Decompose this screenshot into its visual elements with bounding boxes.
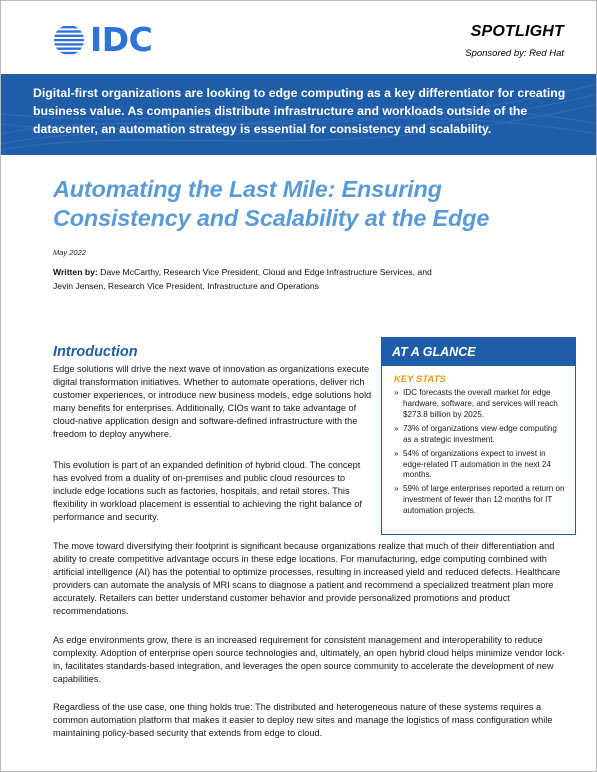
key-stat-item — [394, 484, 567, 517]
globe-icon — [53, 24, 85, 56]
logo-wordmark: IDC — [90, 20, 153, 59]
key-stat-item — [394, 449, 567, 482]
at-a-glance-box — [381, 337, 576, 535]
spotlight-label — [465, 23, 564, 59]
intro-paragraph-1: Edge solutions will drive the next wave of innovation as organizations execute digital transformation initiatives. Whether to automate operations, deliver rich customer experiences, or introduce new business models, edge solutions hold many benefits for enterprises. Additionally, CIOs want to take advantage of cloud-native application design and software-defined infrastructure with the freedom to deploy anywhere. — [53, 364, 372, 440]
key-stats-heading: KEY STATS — [394, 374, 446, 385]
title-line-1: Automating the Last Mile: Ensuring — [53, 176, 442, 202]
bullet-icon: » — [394, 484, 399, 494]
key-stat-text: 54% of organizations expect to invest in edge-related IT automation in the next 24 months. — [403, 448, 551, 480]
spotlight-title: SPOTLIGHT — [470, 23, 564, 40]
idc-logo — [53, 20, 153, 59]
intro-paragraph-2: This evolution is part of an expanded definition of hybrid cloud. The concept has evolved from a duality of on-premises and public cloud resources to include edge locations such as factories, hospitals, and retail stores. This flexibility in workload placement is essential to achieving the right balance of performance and security. — [53, 460, 362, 523]
intro-paragraph-4: As edge environments grow, there is an increased requirement for consistent management and interoperability to reduce complexity. Adoption of enterprise open source technologies and, ultimately, an open hybrid cloud helps minimize vendor lock-in, facilitates standards-based integration, and leverages the open source community to accelerate the development of new capabilities. — [53, 635, 565, 685]
summary-banner — [1, 74, 597, 155]
intro-paragraph-5: Regardless of the use case, one thing holds true: The distributed and heterogeneous nature of these systems requires a common automation platform that makes it easier to deploy new sites and manage the logistics of mass configuration while maintaining policy-based security that extends from edge to cloud. — [53, 702, 553, 739]
authors-line-2: Jevin Jensen, Research Vice President, Infrastructure and Operations — [53, 280, 319, 291]
key-stats-list — [394, 388, 567, 517]
document-title — [53, 175, 573, 234]
title-line-2: Consistency and Scalability at the Edge — [53, 205, 490, 232]
at-a-glance-heading: AT A GLANCE — [382, 338, 575, 366]
authors-line-1: Dave McCarthy, Research Vice President, Cloud and Edge Infrastructure Services, and — [100, 267, 432, 277]
key-stat-text: 73% of organizations view edge computing as a strategic investment. — [403, 423, 557, 444]
publication-date: May 2022 — [53, 248, 86, 257]
bullet-icon: » — [394, 423, 399, 433]
key-stat-item — [394, 388, 567, 421]
banner-text: Digital-first organizations are looking to edge computing as a key differentiator for creating business value. As companies distribute infrastructure and workloads outside of the datacenter, an automation strategy is essential for consistency and scalability. — [33, 86, 566, 136]
bullet-icon: » — [394, 388, 399, 397]
sponsor-line: Sponsored by: Red Hat — [465, 48, 564, 59]
authors-block — [53, 266, 533, 294]
introduction-heading: Introduction — [53, 344, 138, 360]
authors-label: Written by: — [53, 267, 98, 277]
key-stat-item — [394, 424, 567, 446]
key-stat-text: 59% of large enterprises reported a return on investment of fewer than 12 months for IT automation projects. — [403, 484, 565, 516]
bullet-icon: » — [394, 448, 399, 458]
intro-paragraph-3: The move toward diversifying their footprint is significant because organizations realize that much of their differentiation and ability to create competitive advantage occurs in these edge locations. For manufacturing, edge computing combined with artificial intelligence (AI) has the potential to optimize processes, resulting in increased yield and reduced defects. Healthcare providers can automate the analysis of MRI scans to diagnose a patient and recommend a specialized treatment plan more accurately. Retailers can better understand customer behavior and provide personalized promotions and product recommendations. — [53, 541, 561, 617]
key-stat-text: IDC forecasts the overall market for edge hardware, software, and services will reach $273.8 billion by 2025. — [403, 388, 558, 419]
